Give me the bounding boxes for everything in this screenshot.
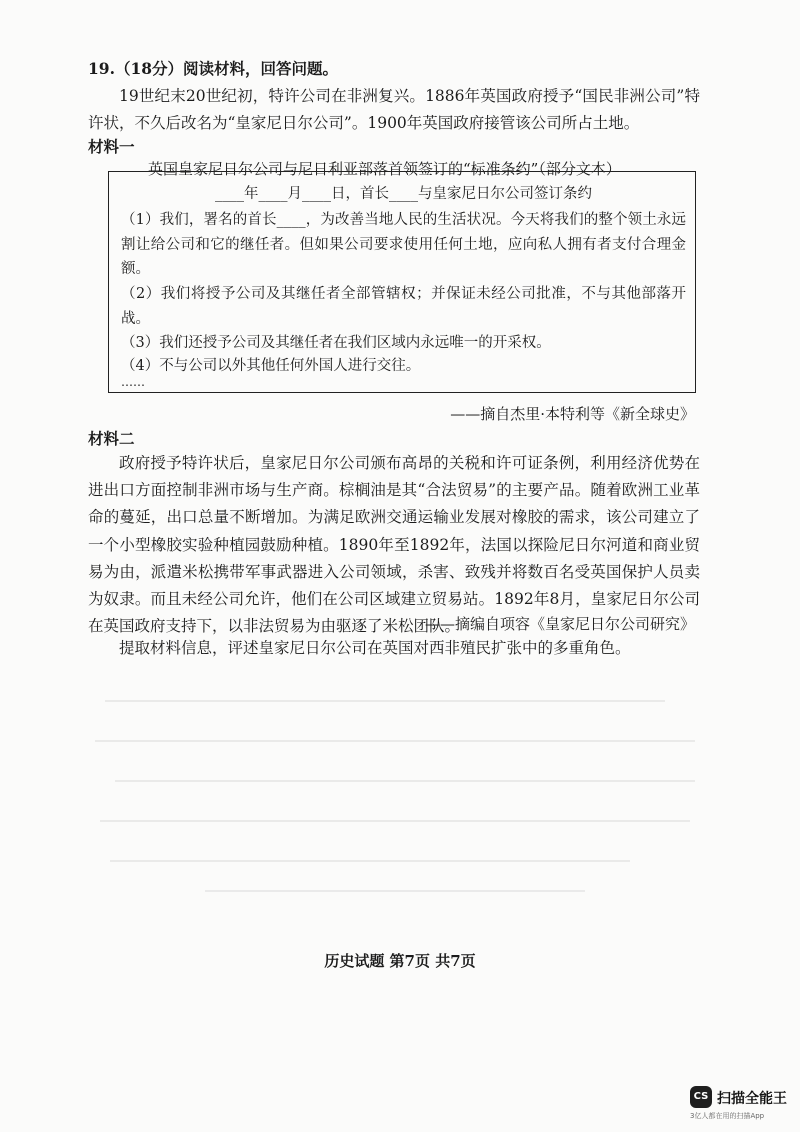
material1-label: 材料一 xyxy=(88,137,135,156)
material1-source: ——摘自杰里·本特利等《新全球史》 xyxy=(450,405,695,423)
question-intro: 19世纪末20世纪初，特许公司在非洲复兴。1886年英国政府授予“国民非洲公司”特许状，不久后改名为“皇家尼日尔公司”。1900年英国政府接管该公司所占土地。 xyxy=(88,87,700,132)
treaty-clause-4: （4）不与公司以外其他任何外国人进行交往。 xyxy=(121,358,421,374)
treaty-box xyxy=(108,171,696,393)
treaty-clause-2: （2）我们将授予公司及其继任者全部管辖权；并保证未经公司批准，不与其他部落开战。 xyxy=(121,286,686,327)
treaty-clause-3: （3）我们还授予公司及其继任者在我们区域内永远唯一的开采权。 xyxy=(121,335,551,351)
watermark-subtitle: 3亿人都在用的扫描App xyxy=(690,1112,765,1120)
material1-caption: 英国皇家尼日尔公司与尼日利亚部落首领签订的“标准条约”（部分文本） xyxy=(148,160,621,178)
page-footer: 历史试题 第7页 共7页 xyxy=(324,952,476,970)
material2-text: 政府授予特许状后，皇家尼日尔公司颁布高昂的关税和许可证条例，利用经济优势在进出口方面控制非洲市场与生产商。棕榈油是其“合法贸易”的主要产品。随着欧洲工业革命的蔓延，出口总量不断增加。为满足欧洲交通运输业发展对橡胶的需求，该公司建立了一个小型橡胶实验种植园鼓励种植。1890年至1892年，法国以探险尼日尔河道和商业贸易为由，派遣米松携带军事武器进入公司领域，杀害、致残并将数百名受英国保护人员卖为奴隶。而且未经公司允许，他们在公司区域建立贸易站。1892年8月，皇家尼日尔公司在英国政府支持下，以非法贸易为由驱逐了米松团队。 xyxy=(88,454,700,636)
question-header: 19.（18分）阅读材料，回答问题。 xyxy=(88,59,339,78)
treaty-ellipsis: …… xyxy=(121,375,145,389)
task-prompt: 提取材料信息，评述皇家尼日尔公司在英国对西非殖民扩张中的多重角色。 xyxy=(119,639,631,657)
treaty-title: ____年____月____日，首长____与皇家尼日尔公司签订条约 xyxy=(215,186,592,202)
material2-source: ——摘编自项容《皇家尼日尔公司研究》 xyxy=(424,615,695,633)
material2-label: 材料二 xyxy=(88,429,135,448)
watermark-title: 扫描全能王 xyxy=(717,1091,787,1107)
treaty-clause-1: （1）我们，署名的首长____，为改善当地人民的生活状况。今天将我们的整个领土永远割让给公司和它的继任者。但如果公司要求使用任何土地，应向私人拥有者支付合理金额。 xyxy=(121,212,686,277)
bleed-through xyxy=(95,690,705,900)
camscanner-logo-icon: CS xyxy=(690,1086,712,1108)
